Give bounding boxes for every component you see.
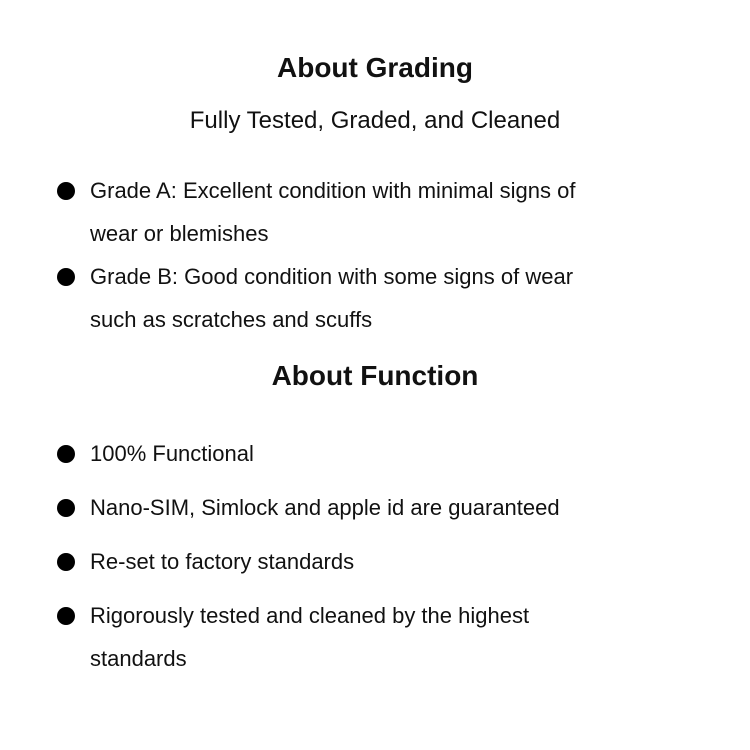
list-item-line: Nano-SIM, Simlock and apple id are guaranteed bbox=[90, 495, 560, 521]
list-item-text bbox=[90, 540, 710, 583]
list-item-text bbox=[90, 594, 710, 680]
grading-section-title: About Grading bbox=[277, 52, 473, 83]
list-item-line: wear or blemishes bbox=[90, 221, 269, 247]
list-item-rigorously-tested bbox=[57, 594, 710, 680]
bullet-circle-icon bbox=[57, 182, 75, 200]
list-item-line: standards bbox=[90, 646, 187, 672]
list-item-nano-sim bbox=[57, 486, 710, 529]
list-item-grade-b bbox=[57, 255, 710, 341]
function-list bbox=[0, 432, 750, 680]
bullet-circle-icon bbox=[57, 445, 75, 463]
list-item-line: Grade A: Excellent condition with minimal signs of bbox=[90, 178, 576, 204]
list-item-functional bbox=[57, 432, 710, 475]
list-item-text bbox=[90, 255, 710, 341]
bullet-circle-icon bbox=[57, 499, 75, 517]
list-item-text bbox=[90, 486, 710, 529]
list-item-line: Grade B: Good condition with some signs of wear bbox=[90, 264, 574, 290]
list-item-line: Re-set to factory standards bbox=[90, 549, 355, 575]
list-item-text bbox=[90, 432, 710, 475]
function-section-title: About Function bbox=[271, 360, 479, 392]
list-item-text bbox=[90, 169, 710, 255]
bullet-circle-icon bbox=[57, 607, 75, 625]
list-item-line: such as scratches and scuffs bbox=[90, 307, 373, 333]
bullet-circle-icon bbox=[57, 553, 75, 571]
bullet-circle-icon bbox=[57, 268, 75, 286]
list-item-grade-a bbox=[57, 169, 710, 255]
grading-list bbox=[0, 169, 750, 341]
list-item-reset bbox=[57, 540, 710, 583]
list-item-line: Rigorously tested and cleaned by the highest bbox=[90, 603, 530, 629]
grading-subtitle: Fully Tested, Graded, and Cleaned bbox=[189, 107, 561, 134]
list-item-line: 100% Functional bbox=[90, 441, 254, 467]
